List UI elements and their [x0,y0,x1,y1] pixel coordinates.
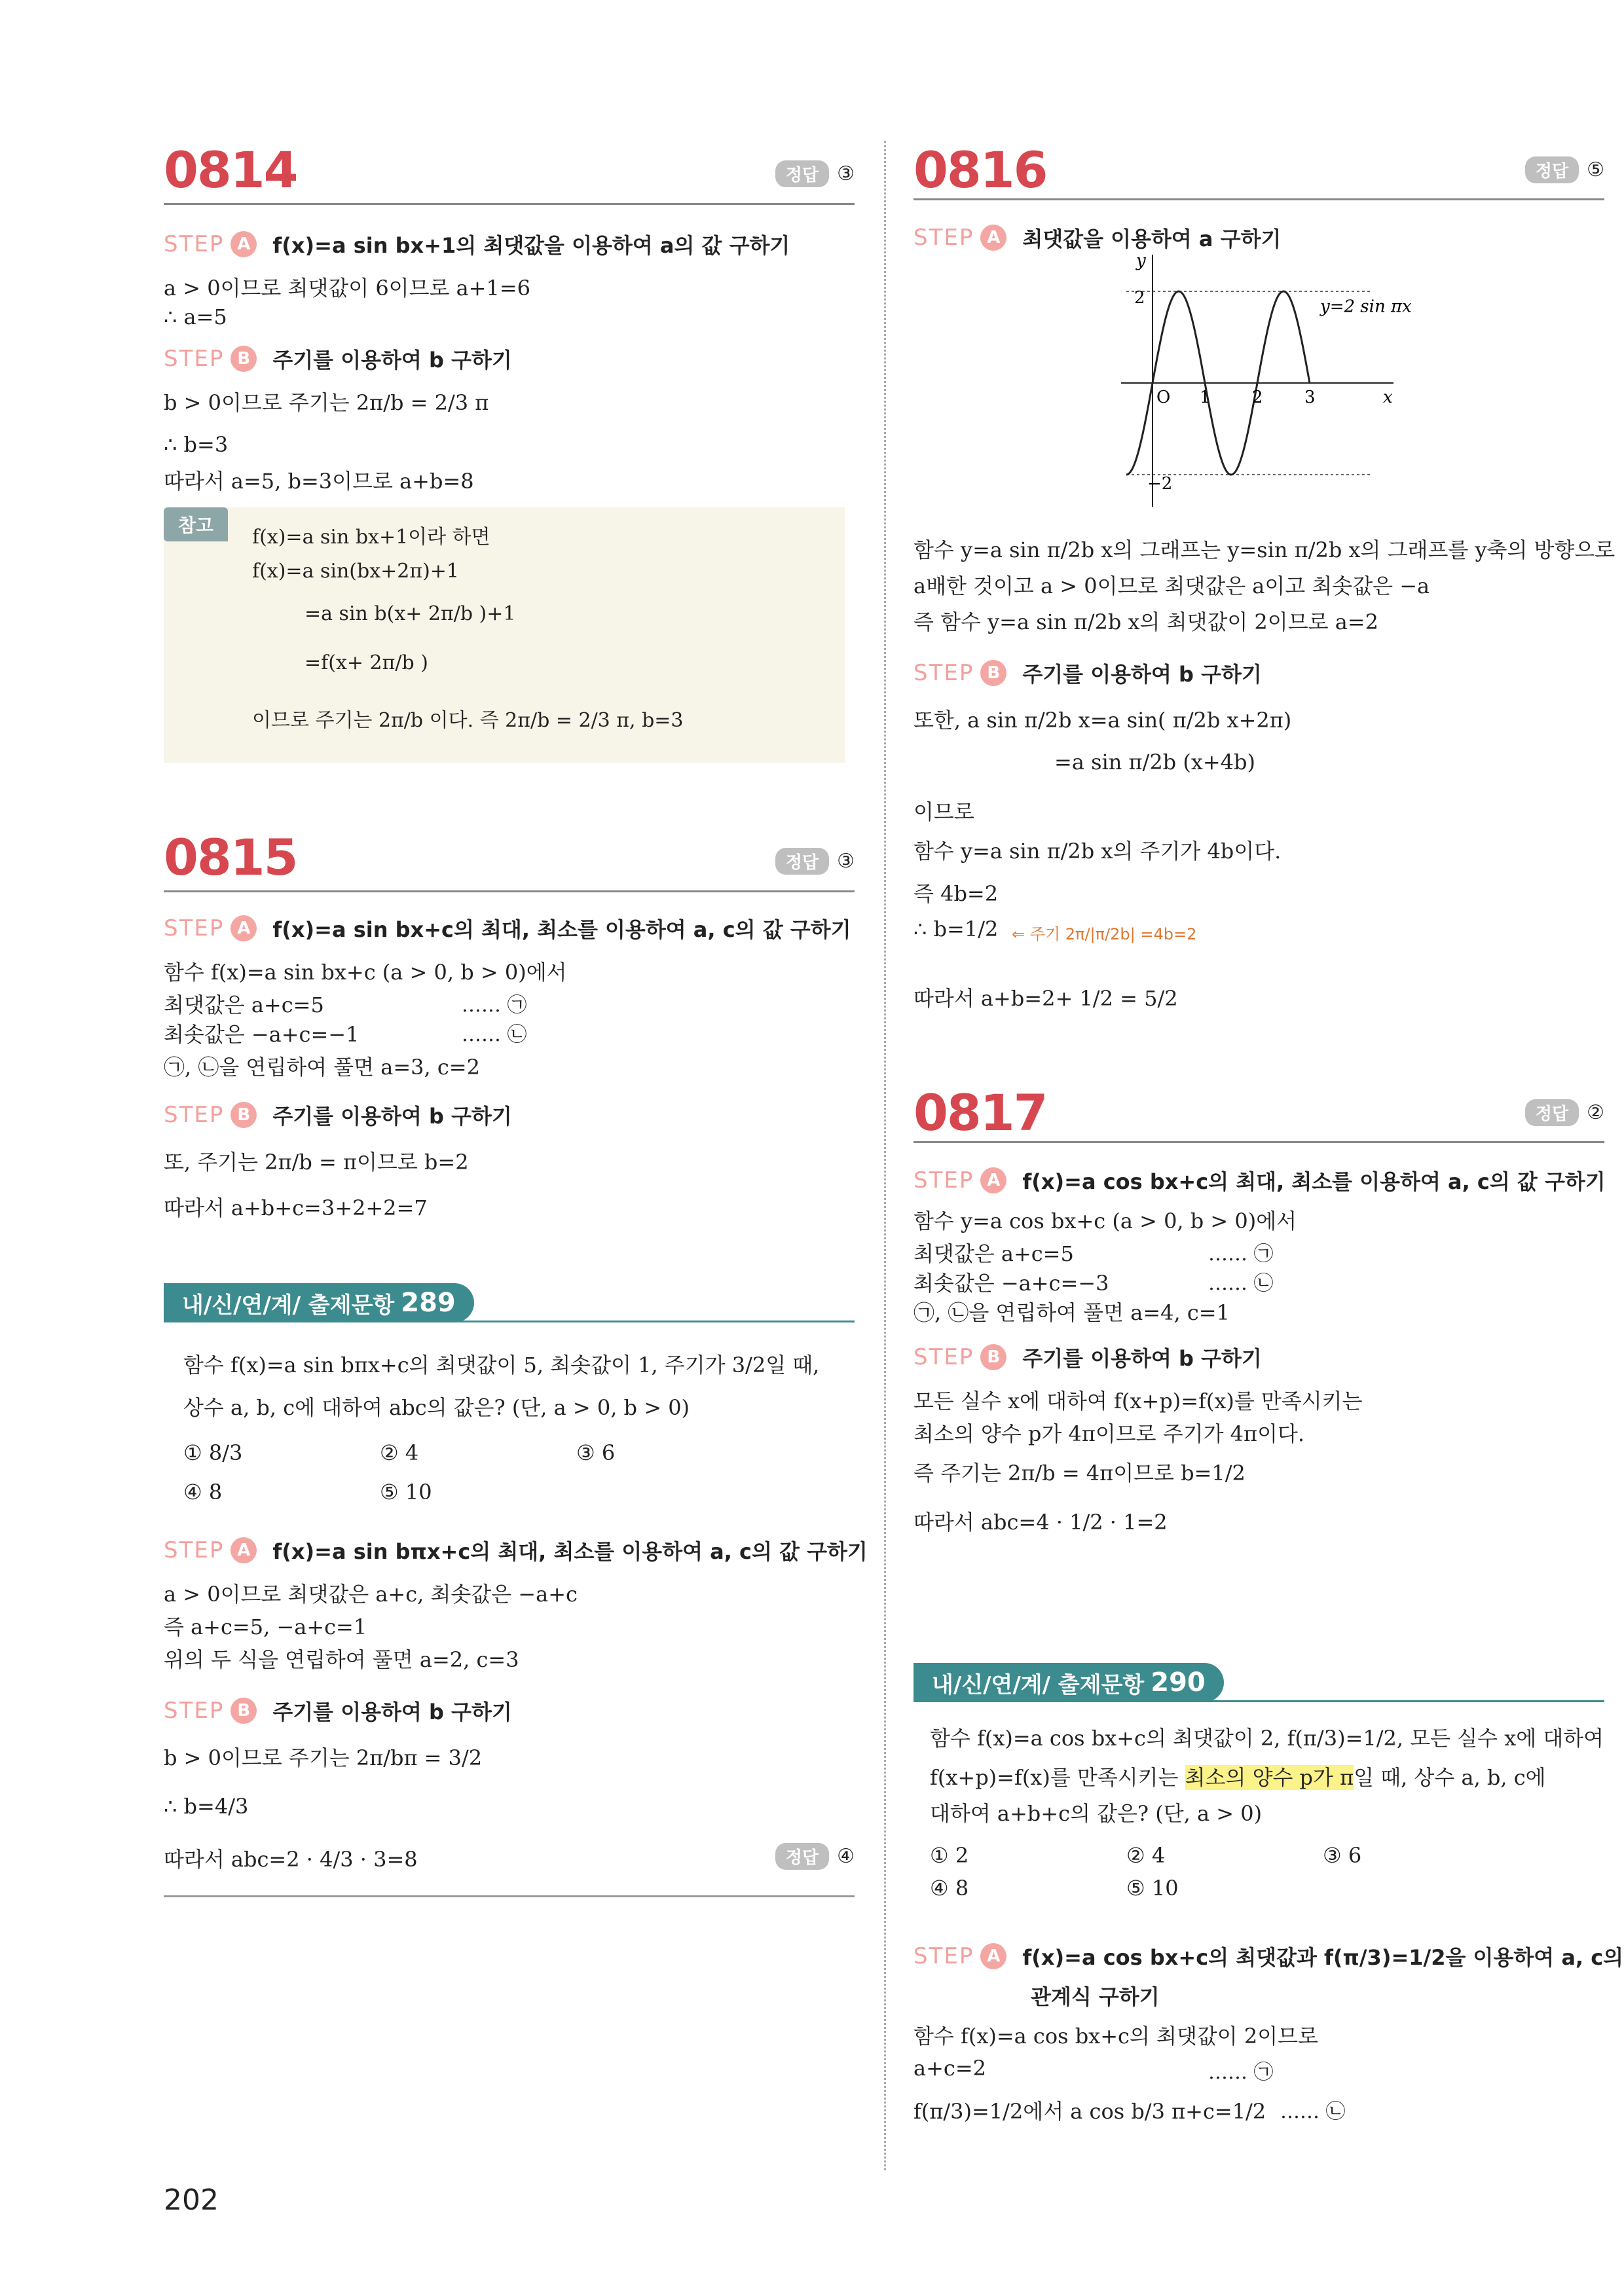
solution-line: 모든 실수 x에 대하여 f(x+p)=f(x)를 만족시키는 [913,1389,1363,1413]
x-tick-labels [1200,388,1316,407]
solution-line: b > 0이므로 주기는 2π/bπ = 3/2 [164,1745,483,1770]
solution-line: 또한, a sin π/2b x=a sin( π/2b x+2π) [913,708,1292,733]
choice: ⑤ 10 [380,1480,432,1504]
step-a-0816 [913,223,1281,253]
answer-289 [775,1843,855,1870]
solution-line: a > 0이므로 최댓값은 a+c, 최솟값은 −a+c [164,1582,578,1607]
step-title: f(x)=a cos bx+c의 최댓값과 f(π/3)=1/2을 이용하여 a, c의 [1022,1945,1624,1970]
equation-mark: …… ㉡ [462,1023,527,1046]
step-title-continued: 관계식 구하기 [1031,1984,1160,2009]
y-axis-label: y [1136,251,1146,271]
reference-line: =a sin b(x+ 2π/b )+1 [304,602,516,625]
solution-line: 최솟값은 −a+c=−3 [913,1271,1109,1296]
step-letter: A [980,225,1006,251]
page-number: 202 [164,2183,219,2217]
step-title: 주기를 이용하여 b 구하기 [1022,1346,1262,1371]
question-text: f(x+p)=f(x)를 만족시키는 [930,1765,1185,1790]
exam-tab [164,1283,474,1322]
step-title: f(x)=a sin bx+c의 최대, 최소를 이용하여 a, c의 값 구하기 [272,917,851,942]
choice: ⑤ 10 [1126,1876,1179,1901]
x-axis-label: x [1383,388,1393,407]
solution-line: 최소의 양수 p가 4π이므로 주기가 4π이다. [913,1421,1305,1446]
choice: ④ 8 [930,1876,969,1901]
choice: ① 8/3 [183,1440,243,1465]
answer-badge: 정답 [1525,1099,1579,1126]
step-word: STEP [913,1167,974,1194]
section-end-rule [164,1895,855,1897]
solution-line: 따라서 a+b=2+ 1/2 = 5/2 [913,986,1178,1011]
solution-line: 함수 f(x)=a sin bx+c (a > 0, b > 0)에서 [164,960,567,985]
step-title: f(x)=a sin bx+1의 최댓값을 이용하여 a의 값 구하기 [272,233,790,258]
solution-line: 따라서 abc=2 · 4/3 · 3=8 [164,1847,418,1872]
solution-line: 함수 f(x)=a cos bx+c의 최댓값이 2이므로 [913,2024,1318,2049]
answer-badge: 정답 [775,848,829,875]
exam-header [913,1663,1604,1702]
answer-value: ④ [837,1845,855,1868]
x-tick-label: 2 [1252,388,1263,407]
step-letter: A [980,1167,1006,1194]
choice: ③ 6 [1323,1843,1362,1868]
solution-line: 함수 y=a sin π/2b x의 그래프는 y=sin π/2b x의 그래프를 y축의 방향으로 [913,538,1615,562]
step-a-289 [164,1535,868,1565]
curve-label: y=2 sin πx [1320,297,1412,317]
origin-label: O [1156,388,1171,407]
step-letter: A [231,231,257,257]
step-a-0817 [913,1165,1606,1195]
step-letter: A [231,915,257,941]
solution-line: 즉 함수 y=a sin π/2b x의 최댓값이 2이므로 a=2 [913,610,1378,634]
solution-line: b > 0이므로 주기는 2π/b = 2/3 π [164,390,489,415]
step-letter: A [231,1537,257,1563]
answer-value: ③ [837,162,855,185]
solution-line: 최댓값은 a+c=5 [913,1241,1074,1266]
step-word: STEP [913,660,974,686]
solution-line: 함수 y=a cos bx+c (a > 0, b > 0)에서 [913,1209,1297,1233]
x-tick-label: 1 [1200,388,1211,407]
equation-mark: …… ㉠ [1208,1243,1274,1266]
question-text: 일 때, 상수 a, b, c에 [1354,1765,1546,1790]
section-rule [913,198,1604,200]
step-b-0817 [913,1342,1262,1372]
solution-line: 즉 a+c=5, −a+c=1 [164,1614,367,1639]
solution-line: 최솟값은 −a+c=−1 [164,1022,360,1047]
step-letter: B [231,1698,257,1724]
step-word: STEP [164,231,225,257]
problem-number: 0817 [913,1084,1047,1142]
step-letter: B [980,1344,1006,1370]
step-word: STEP [913,1344,974,1370]
step-a-0814 [164,229,790,259]
step-a-290 [913,1941,1623,1971]
step-title: 주기를 이용하여 b 구하기 [272,348,512,373]
solution-line: 즉 주기는 2π/b = 4π이므로 b=1/2 [913,1461,1246,1485]
choice: ② 4 [380,1440,419,1465]
exam-rule [164,1321,855,1322]
step-word: STEP [164,1102,225,1128]
step-b-0815 [164,1100,512,1130]
reference-line: 이므로 주기는 2π/b 이다. 즉 2π/b = 2/3 π, b=3 [252,709,684,732]
step-letter: A [980,1943,1006,1969]
answer-value: ② [1587,1101,1604,1124]
step-word: STEP [164,1698,225,1724]
step-word: STEP [164,346,225,372]
exam-tab-label: 내/신/연/계/ 출제문항 [932,1671,1145,1698]
solution-line: 위의 두 식을 연립하여 풀면 a=2, c=3 [164,1647,519,1672]
question-line: 함수 f(x)=a cos bx+c의 최댓값이 2, f(π/3)=1/2, 모든 실수 x에 대하여 [930,1726,1604,1751]
solution-line: 또, 주기는 2π/b = π이므로 b=2 [164,1150,469,1175]
choice: ① 2 [930,1843,969,1868]
choice: ④ 8 [183,1480,223,1504]
x-tick-label: 3 [1304,388,1316,407]
question-line: 상수 a, b, c에 대하여 abc의 값은? (단, a > 0, b > 0) [183,1395,690,1420]
solution-line: 즉 4b=2 [913,881,999,906]
solution-line: ∴ b=3 [164,432,229,457]
choice: ② 4 [1126,1843,1166,1868]
solution-line: =a sin π/2b (x+4b) [1054,750,1255,774]
step-word: STEP [913,225,974,251]
answer-badge: 정답 [1525,156,1579,183]
section-rule [164,203,855,205]
solution-line: 따라서 a=5, b=3이므로 a+b=8 [164,469,474,494]
step-b-0814 [164,344,512,374]
answer-badge: 정답 [775,160,829,187]
exam-tab [913,1663,1224,1702]
solution-line: ㉠, ㉡을 연립하여 풀면 a=4, c=1 [913,1300,1230,1325]
equation-mark: …… ㉠ [1208,2061,1274,2084]
reference-line: =f(x+ 2π/b ) [304,651,428,674]
step-word: STEP [164,915,225,941]
step-title: 주기를 이용하여 b 구하기 [1022,662,1262,687]
reference-line: f(x)=a sin bx+1이라 하면 [252,526,490,549]
period-hint: ⇐ 주기 2π/|π/2b| =4b=2 [1012,925,1197,943]
answer-badge: 정답 [775,1843,829,1870]
step-title: 최댓값을 이용하여 a 구하기 [1022,227,1282,251]
step-a-0815 [164,913,851,943]
step-letter: B [980,660,1006,686]
solution-line: f(π/3)=1/2에서 a cos b/3 π+c=1/2 [913,2099,1266,2124]
solution-line: a배한 것이고 a > 0이므로 최댓값은 a이고 최솟값은 −a [913,574,1430,598]
solution-line: 따라서 abc=4 · 1/2 · 1=2 [913,1510,1168,1535]
step-b-289 [164,1696,512,1726]
sine-graph [1100,251,1441,524]
equation-mark: …… ㉠ [462,994,527,1017]
section-rule [164,890,855,892]
question-line [930,1761,1546,1791]
step-title: f(x)=a cos bx+c의 최대, 최소를 이용하여 a, c의 값 구하기 [1022,1169,1606,1194]
solution-line: 이므로 [913,799,974,824]
step-title: 주기를 이용하여 b 구하기 [272,1104,512,1129]
exam-header [164,1283,855,1322]
y-max-label: 2 [1134,288,1145,308]
exam-tab-number: 289 [401,1288,456,1318]
column-divider [884,141,886,2170]
step-b-0816 [913,658,1262,688]
reference-label: 참고 [164,507,228,541]
equation-mark: …… ㉡ [1280,2100,1346,2123]
answer-0815 [775,848,855,875]
solution-line: 최댓값은 a+c=5 [164,993,324,1017]
question-line: 함수 f(x)=a sin bπx+c의 최댓값이 5, 최솟값이 1, 주기가 3/2일 때, [183,1353,820,1377]
step-title: 주기를 이용하여 b 구하기 [272,1700,512,1724]
exam-rule [913,1700,1604,1702]
step-title: f(x)=a sin bπx+c의 최대, 최소를 이용하여 a, c의 값 구하기 [272,1539,868,1564]
answer-0817 [1525,1099,1604,1126]
problem-number: 0814 [164,141,297,199]
question-line: 대하여 a+b+c의 값은? (단, a > 0) [930,1801,1263,1826]
solution-line: ㉠, ㉡을 연립하여 풀면 a=3, c=2 [164,1055,480,1080]
step-letter: B [231,346,257,372]
highlighted-condition: 최소의 양수 p가 π [1185,1765,1354,1790]
exam-tab-label: 내/신/연/계/ 출제문항 [182,1292,395,1319]
problem-number: 0815 [164,828,297,886]
solution-line: a > 0이므로 최댓값이 6이므로 a+1=6 [164,276,531,301]
step-word: STEP [913,1943,974,1969]
answer-0816 [1525,156,1604,183]
step-letter: B [231,1102,257,1128]
solution-line: ∴ b=4/3 [164,1794,249,1819]
choice: ③ 6 [576,1440,616,1465]
solution-line: 따라서 a+b+c=3+2+2=7 [164,1195,428,1220]
solution-line: ∴ a=5 [164,304,227,329]
equation-mark: …… ㉡ [1208,1272,1274,1295]
reference-line: f(x)=a sin(bx+2π)+1 [252,560,459,583]
answer-value: ⑤ [1587,158,1604,181]
answer-value: ③ [837,850,855,873]
reference-box [164,507,845,763]
step-word: STEP [164,1537,225,1563]
section-rule [913,1141,1604,1143]
exam-tab-number: 290 [1151,1667,1206,1698]
solution-line: 함수 y=a sin π/2b x의 주기가 4b이다. [913,839,1282,864]
problem-number: 0816 [913,141,1047,199]
solution-line: a+c=2 [913,2056,986,2081]
solution-line: ∴ b=1/2 [913,917,999,941]
answer-0814 [775,160,855,187]
y-min-label: −2 [1147,474,1173,494]
